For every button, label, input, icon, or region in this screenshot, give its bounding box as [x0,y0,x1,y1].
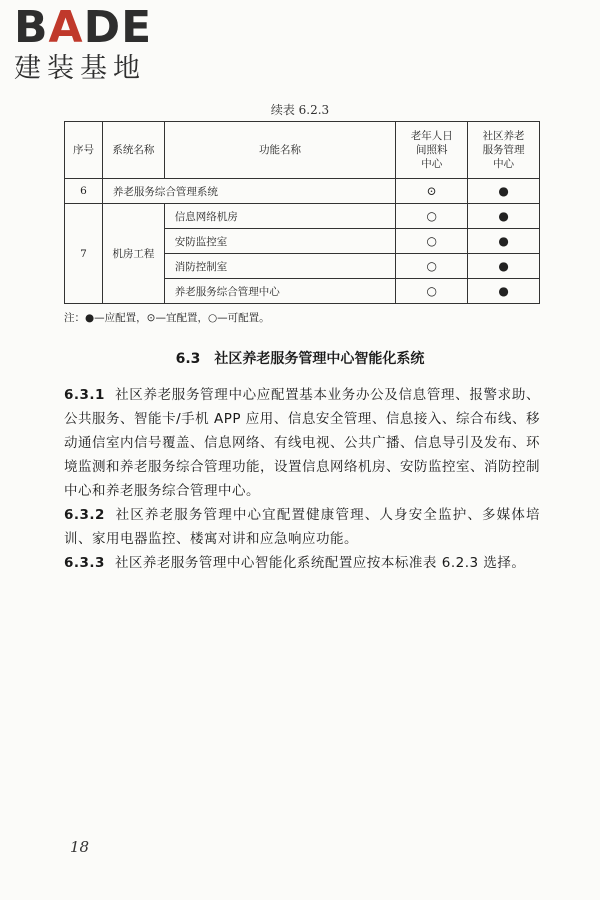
clause-number: 6.3.1 [64,387,105,403]
cell-symbol: ● [468,229,540,254]
cell-function: 消防控制室 [164,254,395,279]
cell-symbol: ● [468,279,540,304]
clause [64,503,540,551]
cell-symbol: ⊙ [396,179,468,204]
logo-subtitle: 建装基地 [14,53,146,84]
cell-symbol: ○ [396,254,468,279]
cell-symbol: ○ [396,229,468,254]
cell-system: 养老服务综合管理系统 [102,179,395,204]
clause [64,551,540,575]
cell-symbol: ● [468,204,540,229]
table-header-row [65,122,540,179]
table-row [65,204,540,229]
table-caption: 续表 6.2.3 [270,103,330,117]
cell-function: 养老服务综合管理中心 [164,279,395,304]
clause-text: 社区养老服务管理中心智能化系统配置应按本标准表 6.2.3 选择。 [114,555,526,571]
cell-function: 信息网络机房 [164,204,395,229]
cell-seq: 6 [65,179,103,204]
table-note: 注：●—应配置，⊙—宜配置，○—可配置。 [64,312,270,324]
cell-symbol: ○ [396,279,468,304]
cell-symbol: ● [468,254,540,279]
header-community-center: 社区养老 服务管理 中心 [468,122,540,179]
header-system: 系统名称 [102,122,164,179]
cell-symbol: ● [468,179,540,204]
logo-wordmark: BADE [14,2,153,53]
header-day-care-center: 老年人日 间照料 中心 [396,122,468,179]
cell-function: 安防监控室 [164,229,395,254]
page-number: 18 [70,838,90,856]
table-row [65,179,540,204]
cell-system: 机房工程 [102,204,164,304]
cell-seq: 7 [65,204,103,304]
logo [14,2,184,86]
section-title: 6.3 社区养老服务管理中心智能化系统 [175,351,425,367]
clause [64,383,540,503]
header-function: 功能名称 [164,122,395,179]
clause-number: 6.3.2 [64,507,105,523]
section-body [64,383,540,575]
header-seq: 序号 [65,122,103,179]
clause-text: 社区养老服务管理中心宜配置健康管理、人身安全监护、多媒体培训、家用电器监控、楼寓对讲和应急响应功能。 [64,507,540,547]
logo-accent-letter: A [48,2,84,53]
clause-text: 社区养老服务管理中心应配置基本业务办公及信息管理、报警求助、公共服务、智能卡/手机 APP 应用、信息安全管理、信息接入、综合布线、移动通信室内信号覆盖、信息网络、有线电视、公共广播、信息导引及发布、环境监测和养老服务综合管理功能，设置信息网络机房、安防监控室、消防控制中心和养老服务综合管理中心。 [64,387,540,499]
configuration-table [64,121,540,304]
cell-symbol: ○ [396,204,468,229]
clause-number: 6.3.3 [64,555,105,571]
